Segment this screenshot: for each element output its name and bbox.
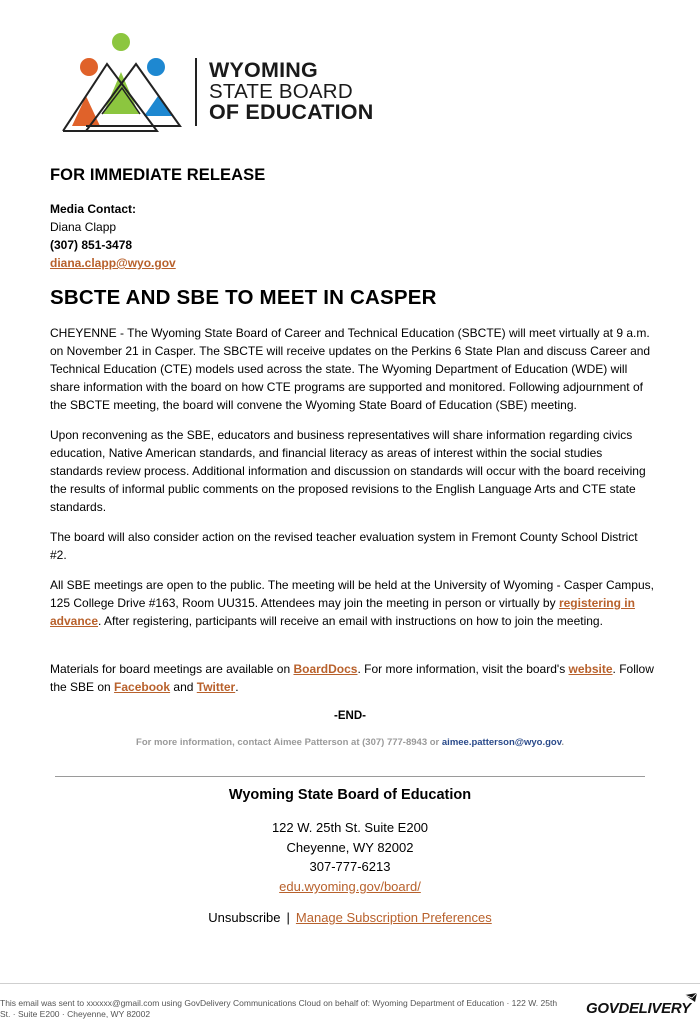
logo-line-1: WYOMING — [209, 58, 318, 82]
logo-blue-dot — [147, 58, 165, 76]
logo-line-3: OF EDUCATION — [209, 100, 374, 124]
logo-green-dot — [112, 33, 130, 51]
press-headline: SBCTE AND SBE TO MEET IN CASPER — [50, 286, 437, 309]
paragraph-4-text-b: . After registering, participants will receive an email with instructions on how to join the meeting. — [98, 614, 603, 628]
paragraph-5-text-d: and — [170, 680, 197, 694]
footer-address-1: 122 W. 25th St. Suite E200 — [271, 820, 429, 835]
unsubscribe-link[interactable]: Unsubscribe — [208, 910, 281, 925]
media-contact-name: Diana Clapp — [50, 220, 117, 234]
end-marker: -END- — [334, 710, 366, 722]
paragraph-5-text-b: . For more information, visit the board's — [357, 662, 569, 676]
envelope-icon — [684, 992, 698, 1004]
twitter-link[interactable]: Twitter — [196, 680, 236, 694]
more-info-email[interactable]: aimee.patterson@wyo.gov — [441, 737, 562, 748]
footer-org-name: Wyoming State Board of Education — [228, 787, 472, 803]
more-info-line — [0, 737, 700, 748]
manage-preferences-link[interactable]: Manage Subscription Preferences — [295, 910, 492, 925]
logo-divider — [195, 58, 197, 126]
paragraph-4 — [50, 576, 656, 630]
boarddocs-link[interactable]: BoardDocs — [293, 662, 358, 676]
release-heading: FOR IMMEDIATE RELEASE — [50, 166, 266, 184]
paragraph-4-text-a: All SBE meetings are open to the public. The meeting will be held at the University of Wyoming - Casper Campus, 125 College Drive #163, Room UU315. Attendees may join the meeting in person or virtually by — [50, 578, 654, 610]
footer-divider — [55, 776, 645, 777]
paragraph-2: Upon reconvening as the SBE, educators and business representatives will share information regarding civics education, Native American standards, and financial literacy as areas of interest within the social studies standards review process. Additional information and discussion on standards will occur with the board receiving the results of informal public comments on the proposed revisions to the English Language Arts and CTE state standards. — [50, 428, 646, 514]
subscription-separator: | — [286, 910, 290, 925]
govdelivery-logo[interactable]: GOVDELIVERY — [586, 1000, 691, 1017]
paragraph-5-text-c: . Follow the SBE on — [50, 662, 654, 694]
email-footer-divider — [0, 983, 700, 984]
more-info-text: For more information, contact Aimee Patterson at (307) 777-8943 or — [136, 737, 442, 748]
footer-site-link[interactable]: edu.wyoming.gov/board/ — [279, 879, 421, 894]
paragraph-5-text-a: Materials for board meetings are available on — [50, 662, 294, 676]
logo-line-2: STATE BOARD — [209, 80, 353, 103]
footer-phone: 307-777-6213 — [309, 859, 391, 874]
logo-orange-dot — [80, 58, 98, 76]
more-info-tail: . — [561, 737, 564, 748]
email-footer-text: This email was sent to xxxxxx@gmail.com using GovDelivery Communications Cloud on behalf of: Wyoming Department of Education · 122 W. 25th St. · Suite E200 · Cheyenne, WY 82002 — [0, 998, 558, 1019]
website-link[interactable]: website — [568, 662, 613, 676]
paragraph-5 — [50, 660, 656, 696]
media-contact-email-link[interactable]: diana.clapp@wyo.gov — [50, 256, 176, 270]
media-contact-label: Media Contact: — [50, 202, 137, 216]
footer-address-2: Cheyenne, WY 82002 — [286, 840, 414, 855]
media-contact-phone: (307) 851-3478 — [50, 238, 133, 252]
logo-green-triangle — [103, 72, 139, 114]
paragraph-1: CHEYENNE - The Wyoming State Board of Career and Technical Education (SBCTE) will meet virtually at 9 a.m. on November 21 in Casper. The SBCTE will receive updates on the Perkins 6 State Plan and discuss Career and Technical Education (CTE) models used across the state. The Wyoming Department of Education (WDE) will share information with the board on how CTE programs are supported and monitored. Following adjournment of the SBCTE meeting, the board will convene the Wyoming State Board of Education (SBE) meeting. — [50, 326, 651, 412]
paragraph-3: The board will also consider action on the revised teacher evaluation system in Fremont County School District #2. — [50, 530, 638, 562]
subscription-links — [0, 910, 700, 925]
logo-wordmark — [209, 60, 373, 123]
registering-in-advance-link[interactable]: registering in advance — [50, 596, 635, 628]
paragraph-5-text-e: . — [235, 680, 239, 694]
facebook-link[interactable]: Facebook — [114, 680, 171, 694]
logo-blue-triangle — [144, 96, 172, 116]
